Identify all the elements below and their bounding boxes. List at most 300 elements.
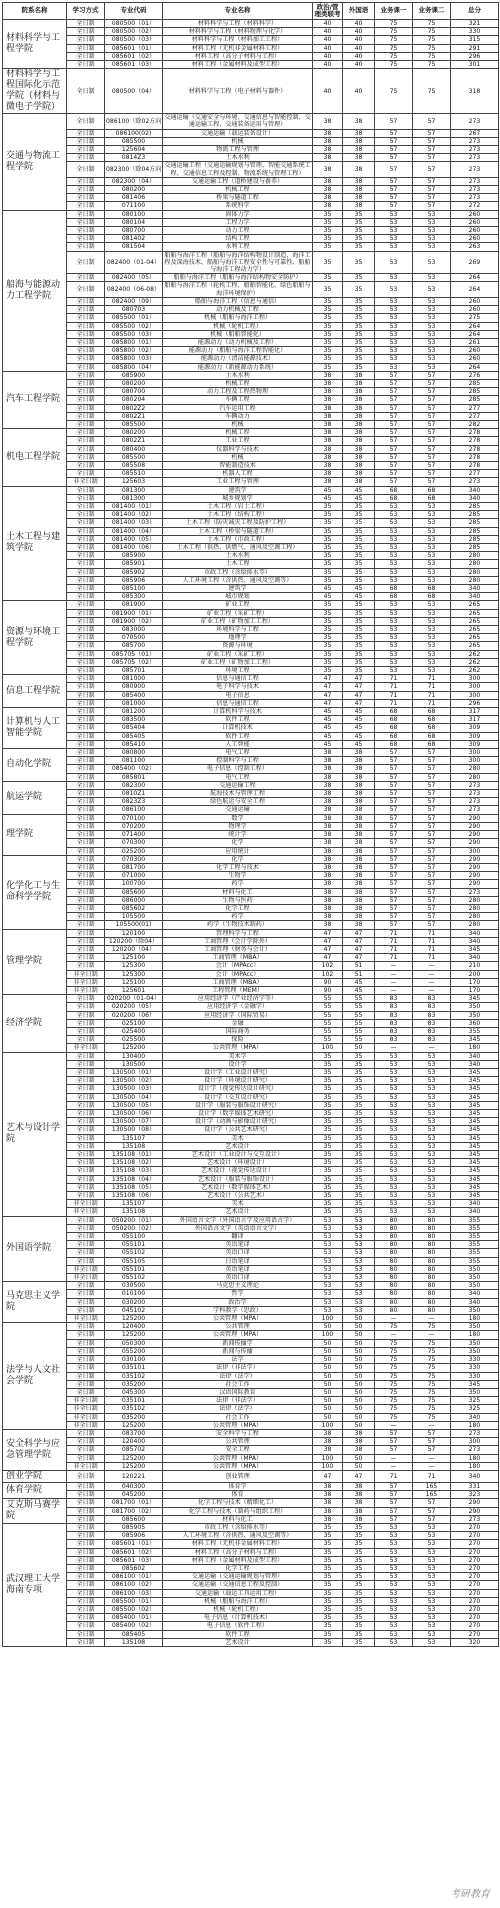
major-name-cell: 设计学（视觉传达设计研究） [163, 1085, 313, 1093]
table-row [3, 1597, 499, 1605]
subject-two-score-cell: 53 [413, 1532, 451, 1540]
politics-score-cell: 50 [313, 1347, 343, 1355]
study-mode-cell: 全日制 [67, 347, 105, 355]
politics-score-cell: 102 [313, 970, 343, 978]
subject-two-score-cell: 68 [413, 716, 451, 724]
subject-two-score-cell: 57 [413, 202, 451, 210]
study-mode-cell: 全日制 [67, 177, 105, 185]
total-score-cell: 345 [451, 1159, 499, 1167]
subject-two-score-cell: 80 [413, 1224, 451, 1232]
subject-one-score-cell: 75 [375, 1347, 413, 1355]
subject-two-score-cell: 57 [413, 1438, 451, 1446]
subject-one-score-cell: 71 [375, 954, 413, 962]
total-score-cell: 264 [451, 322, 499, 330]
total-score-cell: 300 [451, 757, 499, 765]
table-row [3, 461, 499, 469]
study-mode-cell: 全日制 [67, 1573, 105, 1581]
foreign-language-score-cell: 38 [343, 921, 375, 929]
study-mode-cell: 全日制 [67, 1622, 105, 1630]
table-row [3, 114, 499, 129]
foreign-language-score-cell: 38 [343, 437, 375, 445]
major-name-cell: 城市规划 [163, 593, 313, 601]
politics-score-cell: 38 [313, 137, 343, 145]
foreign-language-score-cell: 35 [343, 1142, 375, 1150]
subject-one-score-cell: 57 [375, 114, 413, 129]
study-mode-cell: 全日制 [67, 1027, 105, 1035]
total-score-cell: 320 [451, 1638, 499, 1646]
subject-two-score-cell: 53 [413, 1060, 451, 1068]
foreign-language-score-cell: 35 [343, 1622, 375, 1630]
major-name-cell: 设计学（数字媒体艺术研究） [163, 1110, 313, 1118]
major-name-cell: 工商管理（MBA） [163, 978, 313, 986]
major-code-cell: 080703 [105, 306, 163, 314]
foreign-language-score-cell: 35 [343, 355, 375, 363]
major-code-cell: 135108（04） [105, 1175, 163, 1183]
total-score-cell: 345 [451, 995, 499, 1003]
major-code-cell: 050200（02） [105, 1224, 163, 1232]
foreign-language-score-cell: 35 [343, 306, 375, 314]
subject-two-score-cell: 53 [413, 1183, 451, 1191]
total-score-cell: 265 [451, 617, 499, 625]
study-mode-cell: 全日制 [67, 1134, 105, 1142]
study-mode-cell: 全日制 [67, 609, 105, 617]
subject-two-score-cell: 53 [413, 210, 451, 218]
study-mode-cell: 全日制 [67, 929, 105, 937]
major-name-cell: 城乡规划学 [163, 494, 313, 502]
total-score-cell: 300 [451, 1438, 499, 1446]
total-score-cell: 200 [451, 970, 499, 978]
foreign-language-score-cell: 53 [343, 1290, 375, 1298]
subject-two-score-cell: 75 [413, 44, 451, 52]
subject-one-score-cell: 75 [375, 44, 413, 52]
table-row [3, 1085, 499, 1093]
subject-one-score-cell: 53 [375, 511, 413, 519]
subject-two-score-cell: 75 [413, 1347, 451, 1355]
major-code-cell: 125603 [105, 478, 163, 486]
table-row [3, 658, 499, 666]
total-score-cell: 285 [451, 396, 499, 404]
major-code-cell: 025400 [105, 1027, 163, 1035]
total-score-cell: 355 [451, 1224, 499, 1232]
study-mode-cell: 全日制 [67, 1454, 105, 1462]
major-code-cell: 082400（05） [105, 274, 163, 282]
study-mode-cell: 非全日制 [67, 1421, 105, 1429]
major-code-cell: 086100（03） [105, 1589, 163, 1597]
total-score-cell: 355 [451, 1257, 499, 1265]
college-name-cell: 自动化学院 [3, 749, 67, 782]
major-name-cell: 应用统计 [163, 847, 313, 855]
study-mode-cell: 全日制 [67, 396, 105, 404]
college-name-cell: 计算机与人工智能学院 [3, 708, 67, 749]
major-code-cell: 070300 [105, 839, 163, 847]
table-row [3, 847, 499, 855]
study-mode-cell: 全日制 [67, 322, 105, 330]
subject-one-score-cell: 57 [375, 194, 413, 202]
total-score-cell: 262 [451, 650, 499, 658]
major-code-cell: 080100 [105, 210, 163, 218]
foreign-language-score-cell: 51 [343, 970, 375, 978]
politics-score-cell: 38 [313, 1515, 343, 1523]
total-score-cell: 276 [451, 371, 499, 379]
subject-one-score-cell: — [375, 1331, 413, 1339]
major-code-cell: 085705（01） [105, 650, 163, 658]
subject-two-score-cell: 165 [413, 1482, 451, 1490]
table-row [3, 904, 499, 912]
major-code-cell: 085701 [105, 667, 163, 675]
foreign-language-score-cell: 35 [343, 1118, 375, 1126]
table-row [3, 667, 499, 675]
foreign-language-score-cell: 45 [343, 978, 375, 986]
major-name-cell: 矿业工程（矿物加工工程） [163, 617, 313, 625]
major-code-cell: 085400（01） [105, 1614, 163, 1622]
subject-one-score-cell: 57 [375, 162, 413, 177]
politics-score-cell: 47 [313, 954, 343, 962]
foreign-language-score-cell: 45 [343, 740, 375, 748]
subject-two-score-cell: 53 [413, 251, 451, 274]
politics-score-cell: 47 [313, 929, 343, 937]
subject-two-score-cell: — [413, 970, 451, 978]
table-row [3, 937, 499, 945]
politics-score-cell: 38 [313, 186, 343, 194]
foreign-language-score-cell: 35 [343, 243, 375, 251]
study-mode-cell: 全日制 [67, 1077, 105, 1085]
major-name-cell: 统计学 [163, 831, 313, 839]
total-score-cell: 273 [451, 798, 499, 806]
total-score-cell: 272 [451, 202, 499, 210]
subject-two-score-cell: 57 [413, 806, 451, 814]
study-mode-cell: 全日制 [67, 740, 105, 748]
politics-score-cell: 38 [313, 1446, 343, 1454]
major-code-cell: 081700 [105, 863, 163, 871]
study-mode-cell: 全日制 [67, 1282, 105, 1290]
total-score-cell: 277 [451, 412, 499, 420]
study-mode-cell: 全日制 [67, 699, 105, 707]
politics-score-cell: 100 [313, 1462, 343, 1470]
major-code-cell: 0814Z3 [105, 154, 163, 162]
major-code-cell: 030100 [105, 1356, 163, 1364]
foreign-language-score-cell: 38 [343, 913, 375, 921]
major-name-cell: 动力工程 [163, 227, 313, 235]
major-name-cell: 电气工程 [163, 773, 313, 781]
major-name-cell: 电子信息 [163, 691, 313, 699]
subject-two-score-cell: 53 [413, 1151, 451, 1159]
total-score-cell: 273 [451, 146, 499, 154]
study-mode-cell: 全日制 [67, 1605, 105, 1613]
subject-one-score-cell: 53 [375, 314, 413, 322]
total-score-cell: 345 [451, 1110, 499, 1118]
major-name-cell: 日语笔译 [163, 1257, 313, 1265]
table-row [3, 251, 499, 274]
table-row [3, 404, 499, 412]
subject-one-score-cell: 57 [375, 186, 413, 194]
subject-two-score-cell: 57 [413, 790, 451, 798]
major-code-cell: 035102 [105, 1372, 163, 1380]
major-name-cell: 机械 [163, 420, 313, 428]
total-score-cell: 290 [451, 1499, 499, 1507]
major-name-cell: 土木工程（防灾减灾工程及防护工程） [163, 519, 313, 527]
major-code-cell: 081300 [105, 486, 163, 494]
subject-two-score-cell: 53 [413, 1556, 451, 1564]
total-score-cell: 280 [451, 773, 499, 781]
table-row [3, 1331, 499, 1339]
major-code-cell: 0802Z1 [105, 412, 163, 420]
total-score-cell: 265 [451, 601, 499, 609]
politics-score-cell: 35 [313, 1200, 343, 1208]
subject-one-score-cell: — [375, 962, 413, 970]
table-row [3, 675, 499, 683]
total-score-cell: 273 [451, 154, 499, 162]
major-name-cell: 系统科学 [163, 202, 313, 210]
major-name-cell: 控制科学与工程 [163, 757, 313, 765]
total-score-cell: 340 [451, 486, 499, 494]
subject-one-score-cell: — [375, 986, 413, 994]
total-score-cell: 340 [451, 1290, 499, 1298]
major-name-cell: 材料科学与工程（材料科学） [163, 20, 313, 28]
politics-score-cell: 35 [313, 1093, 343, 1101]
major-code-cell: 0802Z2 [105, 404, 163, 412]
foreign-language-score-cell: 53 [343, 1282, 375, 1290]
politics-score-cell: 53 [313, 1306, 343, 1314]
politics-score-cell: 35 [313, 1192, 343, 1200]
politics-score-cell: 35 [313, 1151, 343, 1159]
major-name-cell: 工商管理（MBA） [163, 954, 313, 962]
major-name-cell: 管理科学与工程 [163, 929, 313, 937]
subject-one-score-cell: 57 [375, 765, 413, 773]
subject-one-score-cell: 57 [375, 749, 413, 757]
table-row [3, 568, 499, 576]
major-name-cell: 建筑学 [163, 486, 313, 494]
major-code-cell: 020200（05） [105, 1003, 163, 1011]
study-mode-cell: 非全日制 [67, 478, 105, 486]
subject-two-score-cell: 53 [413, 568, 451, 576]
major-name-cell: 土木水利 [163, 371, 313, 379]
college-name-cell: 创业学院 [3, 1470, 67, 1482]
politics-score-cell: 35 [313, 227, 343, 235]
table-row [3, 986, 499, 994]
subject-two-score-cell: 75 [413, 1397, 451, 1405]
subject-two-score-cell: 57 [413, 913, 451, 921]
politics-score-cell: 53 [313, 1241, 343, 1249]
table-row [3, 535, 499, 543]
major-name-cell: 船舶与海洋工程（信息与通信） [163, 297, 313, 305]
total-score-cell: 270 [451, 1532, 499, 1540]
study-mode-cell: 全日制 [67, 486, 105, 494]
major-name-cell: 矿业工程 [163, 601, 313, 609]
major-code-cell: 081700（02） [105, 1507, 163, 1515]
politics-score-cell: 38 [313, 379, 343, 387]
study-mode-cell: 全日制 [67, 765, 105, 773]
total-score-cell: 260 [451, 297, 499, 305]
major-name-cell: 计算机科学与技术 [163, 708, 313, 716]
header-politics: 政治/管理类联考 [313, 3, 343, 20]
politics-score-cell: 35 [313, 527, 343, 535]
table-row [3, 1151, 499, 1159]
total-score-cell: 273 [451, 162, 499, 177]
subject-one-score-cell: 80 [375, 1257, 413, 1265]
major-name-cell: 新闻传播学 [163, 1339, 313, 1347]
subject-two-score-cell: 68 [413, 593, 451, 601]
subject-one-score-cell: 57 [375, 1515, 413, 1523]
politics-score-cell: 53 [313, 1257, 343, 1265]
total-score-cell: 350 [451, 1003, 499, 1011]
total-score-cell: 260 [451, 347, 499, 355]
subject-two-score-cell: 53 [413, 634, 451, 642]
major-name-cell: 艺术设计（服装与服饰设计） [163, 1175, 313, 1183]
subject-one-score-cell: 57 [375, 420, 413, 428]
subject-two-score-cell: 53 [413, 1614, 451, 1622]
major-name-cell: 设计学（环境设计研究） [163, 1077, 313, 1085]
politics-score-cell: 53 [313, 1265, 343, 1273]
table-row [3, 650, 499, 658]
foreign-language-score-cell: 40 [343, 44, 375, 52]
subject-two-score-cell: 57 [413, 186, 451, 194]
foreign-language-score-cell: 35 [343, 218, 375, 226]
study-mode-cell: 全日制 [67, 995, 105, 1003]
study-mode-cell: 全日制 [67, 243, 105, 251]
foreign-language-score-cell: 35 [343, 363, 375, 371]
subject-one-score-cell: 71 [375, 945, 413, 953]
total-score-cell: 285 [451, 535, 499, 543]
politics-score-cell: 35 [313, 218, 343, 226]
politics-score-cell: 38 [313, 420, 343, 428]
total-score-cell: 321 [451, 20, 499, 28]
foreign-language-score-cell: 35 [343, 658, 375, 666]
major-name-cell: 艺术设计（工业设计与交互设计） [163, 1151, 313, 1159]
foreign-language-score-cell: 38 [343, 765, 375, 773]
table-row [3, 888, 499, 896]
major-code-cell: 105500(01) [105, 921, 163, 929]
college-name-cell: 武汉理工大学海南专项 [3, 1523, 67, 1646]
major-name-cell: 工程力学 [163, 218, 313, 226]
subject-two-score-cell: 53 [413, 1068, 451, 1076]
table-row [3, 1372, 499, 1380]
major-name-cell: 电气工程 [163, 749, 313, 757]
subject-two-score-cell: — [413, 962, 451, 970]
major-name-cell: 化学 [163, 839, 313, 847]
politics-score-cell: 35 [313, 1052, 343, 1060]
politics-score-cell: 40 [313, 69, 343, 114]
foreign-language-score-cell: 55 [343, 1036, 375, 1044]
subject-one-score-cell: 57 [375, 1429, 413, 1437]
subject-two-score-cell: 75 [413, 1413, 451, 1421]
total-score-cell: 270 [451, 1605, 499, 1613]
college-name-cell: 交通与物流工程学院 [3, 114, 67, 210]
total-score-cell: 340 [451, 494, 499, 502]
politics-score-cell: 38 [313, 872, 343, 880]
total-score-cell: 350 [451, 1274, 499, 1282]
subject-one-score-cell: 80 [375, 1241, 413, 1249]
table-row [3, 1564, 499, 1572]
foreign-language-score-cell: 35 [343, 1093, 375, 1101]
table-row [3, 708, 499, 716]
politics-score-cell: 38 [313, 765, 343, 773]
subject-two-score-cell: — [413, 1331, 451, 1339]
politics-score-cell: 47 [313, 675, 343, 683]
major-name-cell: 土木工程 [163, 560, 313, 568]
major-name-cell: 物流工程与管理 [163, 146, 313, 154]
politics-score-cell: 35 [313, 1208, 343, 1216]
politics-score-cell: 45 [313, 724, 343, 732]
total-score-cell: 285 [451, 511, 499, 519]
subject-two-score-cell: 53 [413, 502, 451, 510]
table-row [3, 28, 499, 36]
total-score-cell: 265 [451, 634, 499, 642]
subject-two-score-cell: — [413, 1315, 451, 1323]
politics-score-cell: 35 [313, 1101, 343, 1109]
study-mode-cell: 全日制 [67, 1126, 105, 1134]
subject-one-score-cell: 80 [375, 1224, 413, 1232]
table-row [3, 322, 499, 330]
subject-two-score-cell: 57 [413, 461, 451, 469]
study-mode-cell: 全日制 [67, 1597, 105, 1605]
total-score-cell: 180 [451, 1331, 499, 1339]
major-code-cell: 055200 [105, 1347, 163, 1355]
subject-two-score-cell: 57 [413, 445, 451, 453]
politics-score-cell: 38 [313, 798, 343, 806]
major-code-cell: 085400（02） [105, 1622, 163, 1630]
college-name-cell: 资源与环境工程学院 [3, 601, 67, 675]
politics-score-cell: 35 [313, 601, 343, 609]
foreign-language-score-cell: 50 [343, 1372, 375, 1380]
foreign-language-score-cell: 35 [343, 1068, 375, 1076]
study-mode-cell: 全日制 [67, 1192, 105, 1200]
subject-one-score-cell: 57 [375, 896, 413, 904]
foreign-language-score-cell: 47 [343, 937, 375, 945]
major-name-cell: 材料与化工 [163, 888, 313, 896]
major-code-cell: 035200 [105, 1413, 163, 1421]
study-mode-cell: 全日制 [67, 880, 105, 888]
study-mode-cell: 全日制 [67, 1372, 105, 1380]
major-code-cell: 135108（05） [105, 1183, 163, 1191]
study-mode-cell: 全日制 [67, 847, 105, 855]
total-score-cell: 270 [451, 1597, 499, 1605]
table-row [3, 1614, 499, 1622]
table-row [3, 297, 499, 305]
table-row [3, 420, 499, 428]
politics-score-cell: 38 [313, 404, 343, 412]
major-code-cell: 100700 [105, 880, 163, 888]
table-row [3, 1044, 499, 1052]
subject-two-score-cell: 57 [413, 880, 451, 888]
study-mode-cell: 全日制 [67, 1532, 105, 1540]
foreign-language-score-cell: 51 [343, 962, 375, 970]
major-name-cell: 工商管理（会计学除外） [163, 937, 313, 945]
major-code-cell: 081900 [105, 601, 163, 609]
foreign-language-score-cell: 50 [343, 1331, 375, 1339]
foreign-language-score-cell: 35 [343, 601, 375, 609]
subject-two-score-cell: 53 [413, 1548, 451, 1556]
subject-one-score-cell: 80 [375, 1306, 413, 1314]
table-row [3, 1339, 499, 1347]
total-score-cell: 180 [451, 1421, 499, 1429]
total-score-cell: 300 [451, 749, 499, 757]
foreign-language-score-cell: 45 [343, 986, 375, 994]
study-mode-cell: 全日制 [67, 1093, 105, 1101]
subject-one-score-cell: 57 [375, 880, 413, 888]
subject-one-score-cell: 57 [375, 863, 413, 871]
politics-score-cell: 47 [313, 683, 343, 691]
study-mode-cell: 全日制 [67, 691, 105, 699]
major-name-cell: 公共管理 [163, 1438, 313, 1446]
politics-score-cell: 38 [313, 1499, 343, 1507]
foreign-language-score-cell: 38 [343, 146, 375, 154]
foreign-language-score-cell: 53 [343, 1249, 375, 1257]
study-mode-cell: 全日制 [67, 839, 105, 847]
study-mode-cell: 非全日制 [67, 970, 105, 978]
subject-one-score-cell: 75 [375, 1405, 413, 1413]
table-row [3, 20, 499, 28]
total-score-cell: 318 [451, 69, 499, 114]
